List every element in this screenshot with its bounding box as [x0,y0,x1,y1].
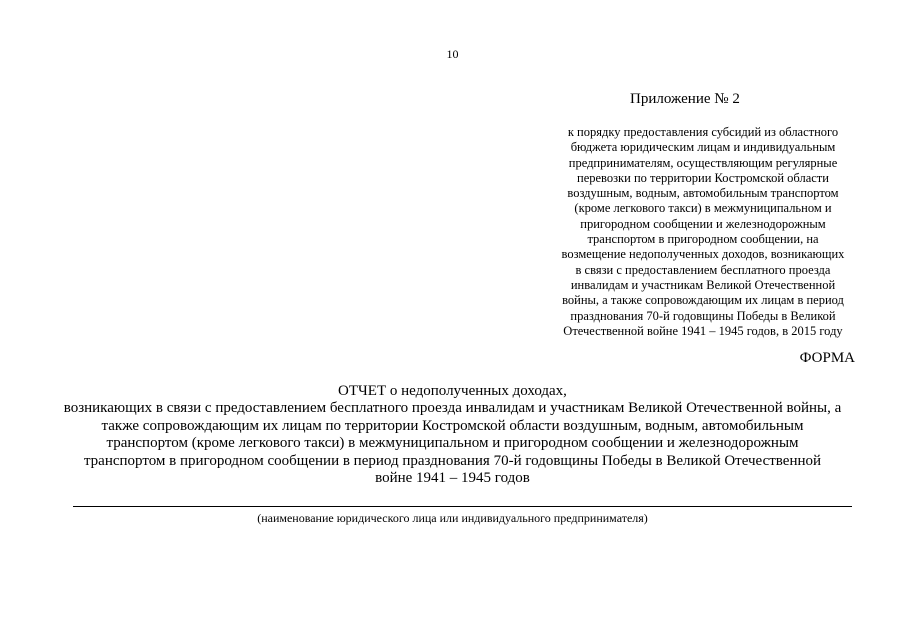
appendix-line: войны, а также сопровождающим их лицам в период [562,293,844,308]
report-title-line: возникающих в связи с предоставлением бесплатного проезда инвалидам и участникам Великой Отечественной войны, а [63,400,842,417]
appendix-line: Отечественной войне 1941 – 1945 годов, в 2015 году [563,323,843,338]
appendix-line: (кроме легкового такси) в межмуниципальном и [574,201,832,216]
appendix-line: перевозки по территории Костромской области [577,170,829,185]
appendix-description [548,125,858,339]
report-title-line: транспортом (кроме легкового такси) в межмуниципальном и пригородном сообщении и железнодорожным [106,435,799,452]
report-title-line: также сопровождающим их лицам по территории Костромской области воздушным, водным, автомобильным [101,417,804,434]
form-label: ФОРМА [799,350,855,366]
appendix-line: инвалидам и участникам Великой Отечественной [570,277,836,292]
appendix-line: транспортом в пригородном сообщении, на [587,232,819,247]
appendix-line: в связи с предоставлением бесплатного проезда [575,262,831,277]
appendix-line: возмещение недополученных доходов, возникающих [561,247,845,262]
report-title [40,383,865,487]
name-fill-line [73,506,852,507]
appendix-line: пригородном сообщении и железнодорожным [580,216,826,231]
appendix-line: бюджета юридическим лицам и индивидуальным [570,140,836,155]
report-title-line: транспортом в пригородном сообщении в период празднования 70-й годовщины Победы в Великой Отечественной [83,452,822,469]
appendix-line: воздушным, водным, автомобильным транспортом [567,186,839,201]
appendix-line: празднования 70-й годовщины Победы в Великой [570,308,836,323]
report-title-line: ОТЧЕТ о недополученных доходах, [338,383,567,399]
appendix-line: предпринимателям, осуществляющим регулярные [568,155,838,170]
report-title-line: войне 1941 – 1945 годов [375,470,530,487]
name-caption: (наименование юридического лица или индивидуального предпринимателя) [257,511,648,525]
appendix-title: Приложение № 2 [630,91,740,107]
page-number: 10 [446,47,459,61]
appendix-line: к порядку предоставления субсидий из областного [567,125,839,139]
